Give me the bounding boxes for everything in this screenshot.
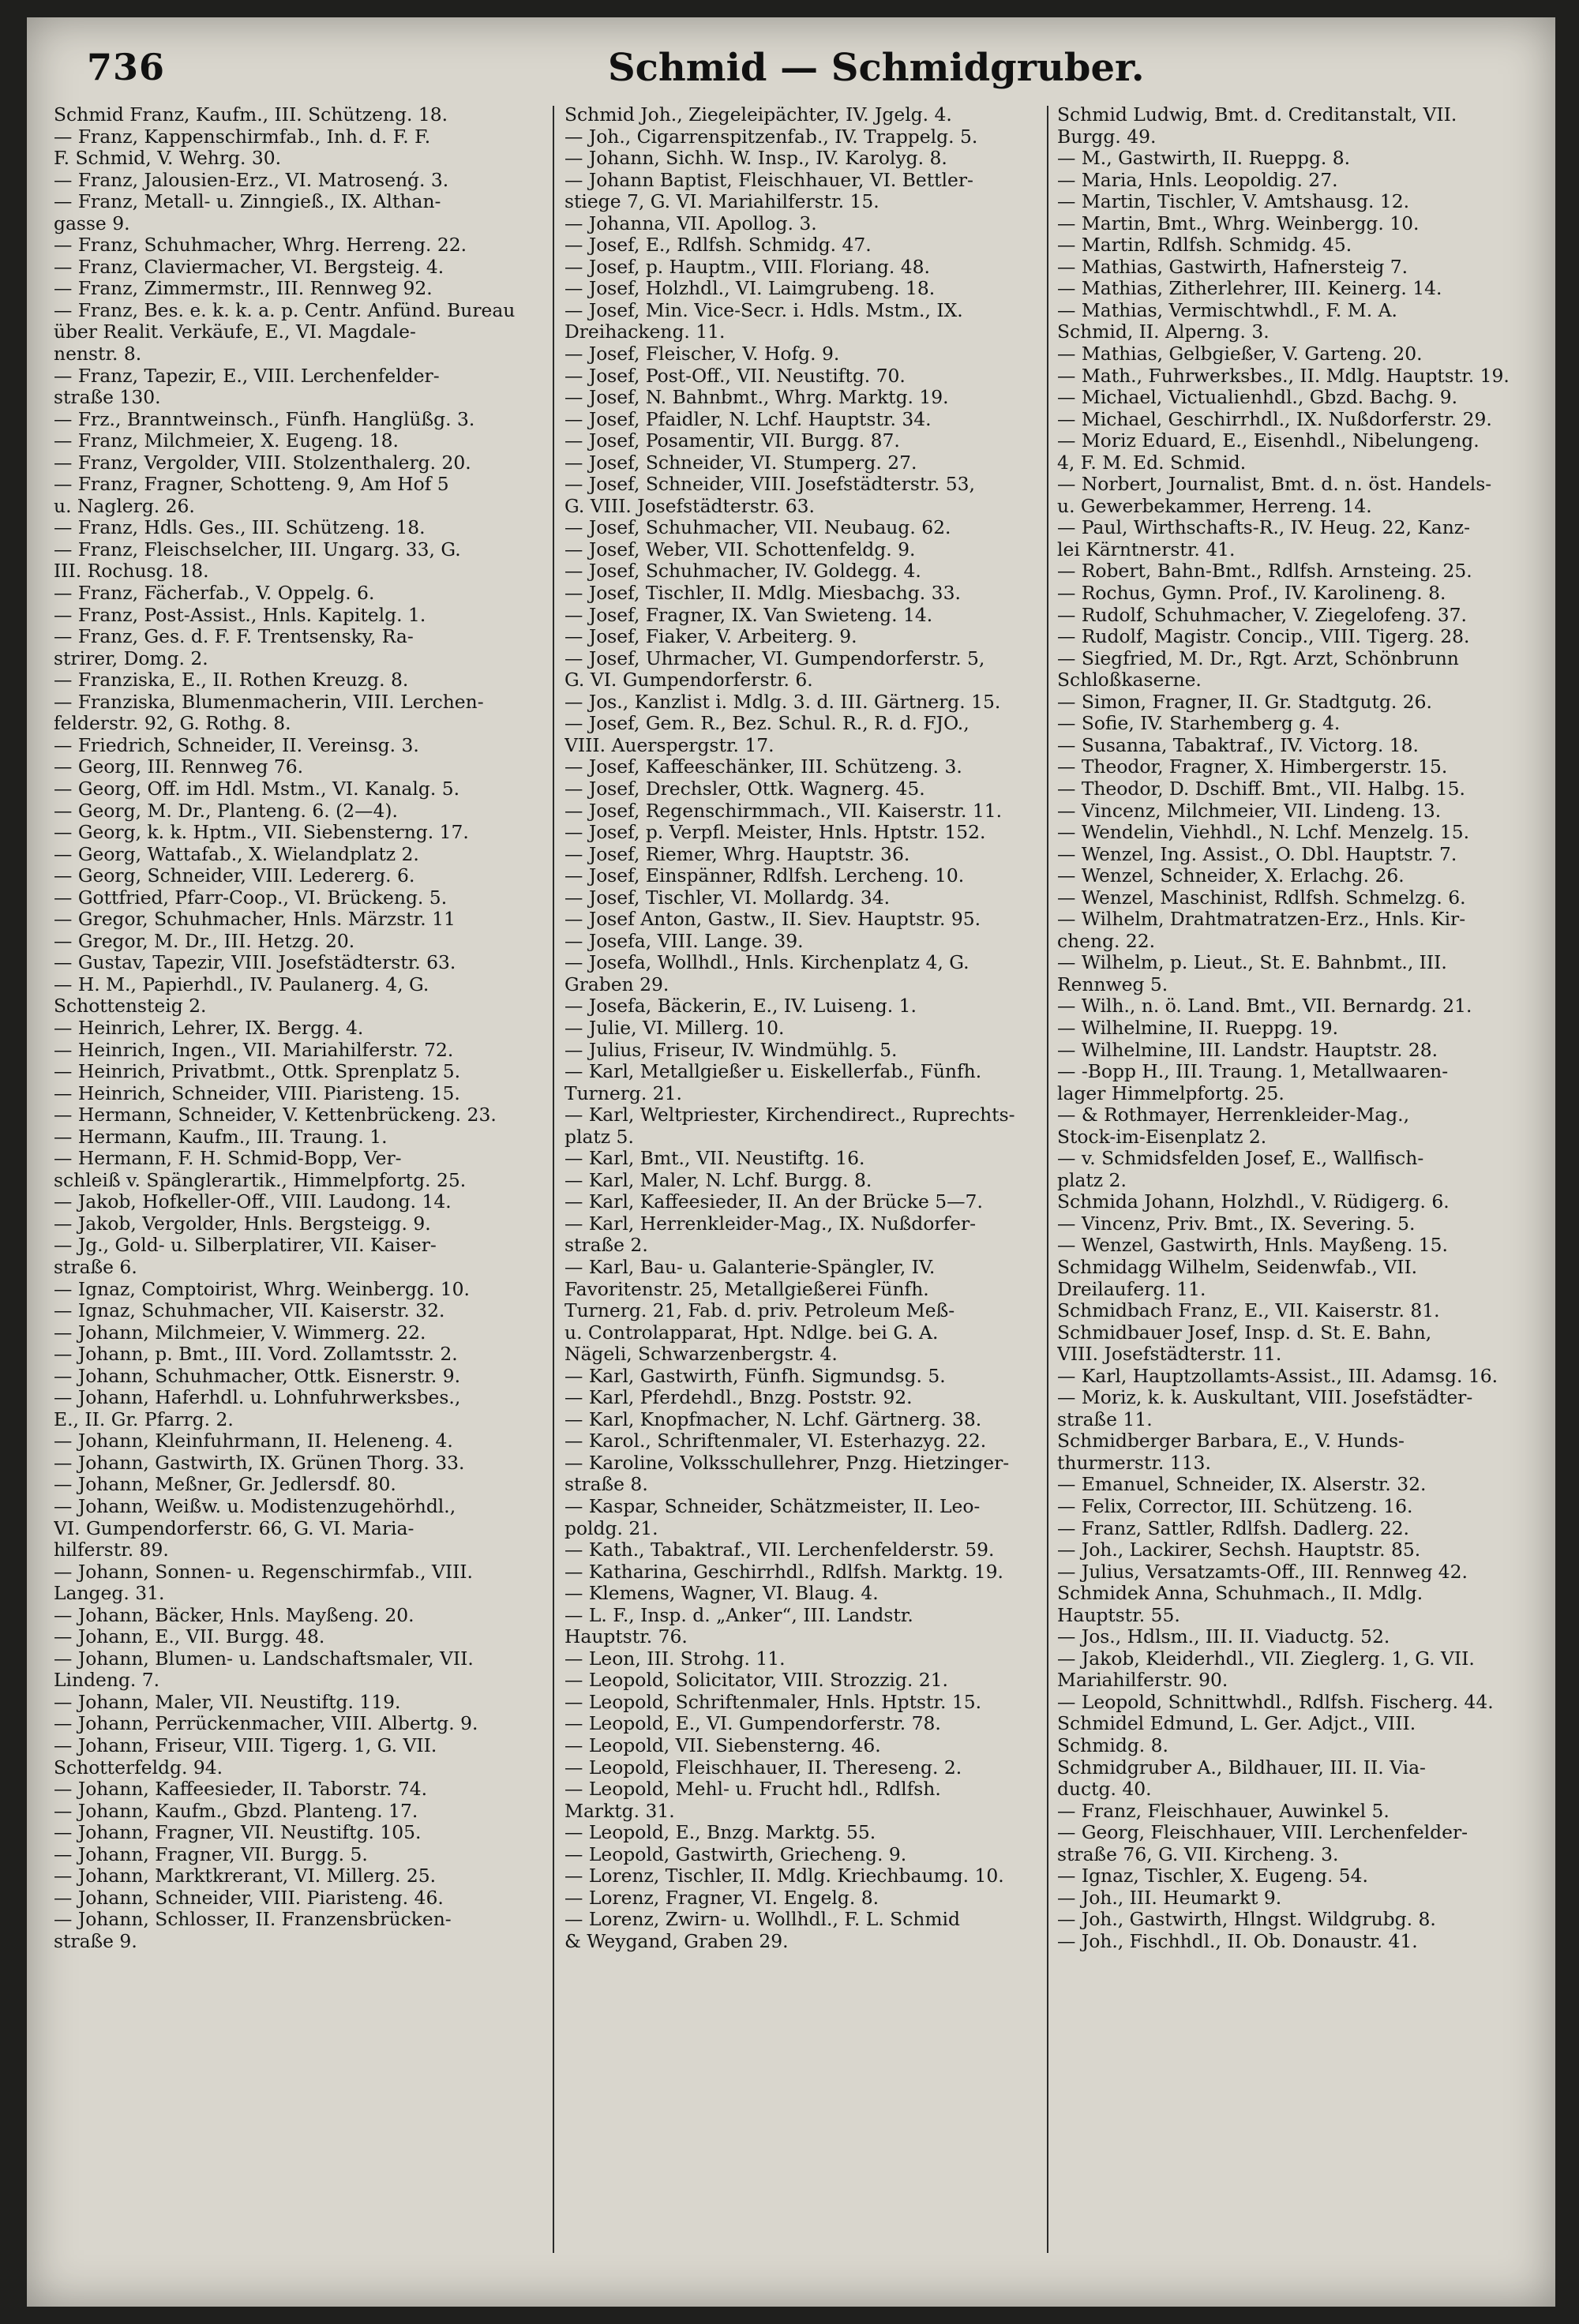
directory-entry-line: — Emanuel, Schneider, IX. Alserstr. 32. — [1057, 1474, 1427, 1496]
directory-entry-line: u. Naglerg. 26. — [54, 495, 195, 517]
directory-entry-line: — Johann, Sonnen- u. Regenschirmfab., VIII. — [54, 1561, 473, 1583]
directory-entry-line: Schmidel Edmund, L. Ger. Adjct., VIII. — [1057, 1713, 1416, 1735]
directory-entry-line: — Hermann, Schneider, V. Kettenbrückeng. 23. — [54, 1104, 497, 1126]
directory-entry-line: — Josef, p. Hauptm., VIII. Floriang. 48. — [564, 256, 930, 278]
directory-entry-line: Rennweg 5. — [1057, 973, 1168, 995]
directory-entry-line: Hauptstr. 55. — [1057, 1604, 1180, 1626]
directory-entry-line: — v. Schmidsfelden Josef, E., Wallfisch- — [1057, 1148, 1424, 1170]
directory-entry-line: — Josef, Min. Vice-Secr. i. Hdls. Mstm., IX. — [564, 299, 963, 321]
directory-entry-line: — -Bopp H., III. Traung. 1, Metallwaaren- — [1057, 1061, 1449, 1083]
directory-entry-line: — & Rothmayer, Herrenkleider-Mag., — [1057, 1104, 1410, 1126]
directory-entry-line: — Josef, Schuhmacher, VII. Neubaug. 62. — [564, 517, 951, 539]
directory-entry-line: — Josef, Holzhdl., VI. Laimgrubeng. 18. — [564, 278, 936, 300]
directory-entry-line: Nägeli, Schwarzenbergstr. 4. — [564, 1344, 838, 1366]
directory-entry-line: Stock-im-Eisenplatz 2. — [1057, 1126, 1267, 1148]
directory-entry-line: — Kath., Tabaktraf., VII. Lerchenfelderstr. 59. — [564, 1539, 995, 1561]
directory-entry-line: VI. Gumpendorferstr. 66, G. VI. Maria- — [54, 1517, 414, 1539]
directory-entry-line: — Paul, Wirthschafts-R., IV. Heug. 22, Kanz- — [1057, 517, 1471, 539]
directory-entry-line: — Georg, III. Rennweg 76. — [54, 756, 304, 778]
directory-entry-line: — Franz, Fleischhauer, Auwinkel 5. — [1057, 1800, 1390, 1822]
directory-entry-line: lager Himmelpfortg. 25. — [1057, 1082, 1285, 1104]
directory-entry-line: — Theodor, Fragner, X. Himbergerstr. 15. — [1057, 756, 1448, 778]
directory-entry-line: — Johanna, VII. Apollog. 3. — [564, 212, 817, 234]
directory-entry-line: — Johann, Schneider, VIII. Piaristeng. 46. — [54, 1887, 444, 1909]
directory-entry-line: — Leopold, E., Bnzg. Marktg. 55. — [564, 1822, 876, 1844]
directory-entry-line: schleiß v. Spänglerartik., Himmelpfortg. 25. — [54, 1169, 467, 1191]
directory-entry-line: — Ignaz, Comptoirist, Whrg. Weinbergg. 10. — [54, 1278, 470, 1300]
directory-entry-line: — Franz, Bes. e. k. k. a. p. Centr. Anfünd. Bureau — [54, 299, 516, 321]
directory-entry-line: — Heinrich, Lehrer, IX. Bergg. 4. — [54, 1017, 364, 1039]
directory-entry-line: — Josef, Drechsler, Ottk. Wagnerg. 45. — [564, 778, 925, 800]
directory-entry-line: — Rochus, Gymn. Prof., IV. Karolineng. 8. — [1057, 583, 1446, 605]
directory-entry-line: Marktg. 31. — [564, 1800, 675, 1822]
directory-entry-line: — Franz, Jalousien-Erz., VI. Matrosenǵ. 3. — [54, 169, 449, 191]
directory-entry-line: — Franz, Kappenschirmfab., Inh. d. F. F. — [54, 126, 431, 148]
directory-entry-line: straße 130. — [54, 387, 161, 409]
directory-entry-line: — Hermann, Kaufm., III. Traung. 1. — [54, 1126, 388, 1148]
directory-entry-line: platz 5. — [564, 1126, 634, 1148]
directory-entry-line: Schotterfeldg. 94. — [54, 1756, 223, 1779]
column-2 — [564, 104, 1043, 1952]
directory-entry-line: — Joh., Lackirer, Sechsh. Hauptstr. 85. — [1057, 1539, 1421, 1561]
directory-entry-line: — Klemens, Wagner, VI. Blaug. 4. — [564, 1583, 879, 1605]
directory-entry-line: — Wendelin, Viehhdl., N. Lchf. Menzelg. 15. — [1057, 822, 1470, 844]
directory-entry-line: — Jakob, Vergolder, Hnls. Bergsteigg. 9. — [54, 1213, 431, 1235]
directory-entry-line: — Georg, k. k. Hptm., VII. Siebensterng. 17. — [54, 822, 469, 844]
directory-entry-line: — Maria, Hnls. Leopoldig. 27. — [1057, 169, 1338, 191]
directory-entry-line: — Franz, Fleischselcher, III. Ungarg. 33, G. — [54, 538, 461, 560]
directory-entry-line: — Moriz Eduard, E., Eisenhdl., Nibelungeng. — [1057, 430, 1480, 452]
directory-entry-line: — Gregor, Schuhmacher, Hnls. Märzstr. 11 — [54, 909, 456, 931]
directory-entry-line: — Julius, Friseur, IV. Windmühlg. 5. — [564, 1039, 898, 1061]
column-1 — [54, 104, 532, 1952]
directory-entry-line: — Heinrich, Privatbmt., Ottk. Sprenplatz 5. — [54, 1061, 461, 1083]
directory-entry-line: — Josef, Fiaker, V. Arbeiterg. 9. — [564, 626, 857, 648]
directory-entry-line: Schloßkaserne. — [1057, 669, 1202, 692]
directory-entry-line: G. VIII. Josefstädterstr. 63. — [564, 495, 815, 517]
directory-entry-line: — Johann, Weißw. u. Modistenzugehörhdl., — [54, 1496, 456, 1517]
directory-entry-line: — Leopold, Solicitator, VIII. Strozzig. 21. — [564, 1670, 948, 1692]
directory-entry-line: — Karl, Weltpriester, Kirchendirect., Ruprechts- — [564, 1104, 1015, 1126]
directory-entry-line: — Johann, Kleinfuhrmann, II. Heleneng. 4. — [54, 1430, 453, 1452]
directory-entry-line: Dreihackeng. 11. — [564, 321, 726, 343]
directory-entry-line: — Karl, Herrenkleider-Mag., IX. Nußdorfer- — [564, 1213, 977, 1235]
directory-entry-line: Schmidek Anna, Schuhmach., II. Mdlg. — [1057, 1583, 1423, 1605]
directory-entry-line: — Vincenz, Priv. Bmt., IX. Severing. 5. — [1057, 1213, 1416, 1235]
page-header — [87, 46, 1555, 109]
directory-entry-line: — Kaspar, Schneider, Schätzmeister, II. Leo- — [564, 1496, 981, 1517]
running-title: Schmid — Schmidgruber. — [608, 46, 1145, 90]
directory-entry-line: Hauptstr. 76. — [564, 1626, 688, 1648]
directory-entry-line: — Karl, Gastwirth, Fünfh. Sigmundsg. 5. — [564, 1365, 946, 1387]
directory-entry-line: Mariahilferstr. 90. — [1057, 1670, 1228, 1692]
directory-entry-line: — Johann, Perrückenmacher, VIII. Albertg. 9. — [54, 1713, 478, 1735]
directory-entry-line: — Johann, Maler, VII. Neustiftg. 119. — [54, 1691, 401, 1713]
directory-entry-line: platz 2. — [1057, 1169, 1127, 1191]
directory-entry-line: — Josef, E., Rdlfsh. Schmidg. 47. — [564, 234, 872, 257]
directory-entry-line: — Julie, VI. Millerg. 10. — [564, 1017, 785, 1039]
directory-entry-line: — Norbert, Journalist, Bmt. d. n. öst. Handels- — [1057, 474, 1492, 496]
directory-entry-line: — Franz, Zimmermstr., III. Rennweg 92. — [54, 278, 433, 300]
directory-entry-line: stiege 7, G. VI. Mariahilferstr. 15. — [564, 191, 880, 213]
directory-entry-line: — Franz, Sattler, Rdlfsh. Dadlerg. 22. — [1057, 1517, 1409, 1539]
directory-entry-line: — Wenzel, Ing. Assist., O. Dbl. Hauptstr. 7. — [1057, 843, 1457, 865]
directory-entry-line: — Heinrich, Schneider, VIII. Piaristeng. 15. — [54, 1082, 460, 1104]
column-divider — [1047, 106, 1048, 2253]
directory-entry-line: — Georg, Schneider, VIII. Ledererg. 6. — [54, 865, 415, 887]
column-3 — [1057, 104, 1536, 1952]
directory-entry-line: — Johann, E., VII. Burgg. 48. — [54, 1626, 325, 1648]
directory-entry-line: — Wilhelm, Drahtmatratzen-Erz., Hnls. Kir- — [1057, 909, 1466, 931]
column-divider — [553, 106, 554, 2253]
directory-entry-line: — Heinrich, Ingen., VII. Mariahilferstr. 72. — [54, 1039, 454, 1061]
directory-entry-line: — Johann Baptist, Fleischhauer, VI. Bettler- — [564, 169, 973, 191]
directory-entry-line: über Realit. Verkäufe, E., VI. Magdale- — [54, 321, 416, 343]
directory-entry-line: — Johann, Gastwirth, IX. Grünen Thorg. 33. — [54, 1452, 465, 1474]
directory-entry-line: — Johann, Fragner, VII. Burgg. 5. — [54, 1843, 368, 1865]
directory-entry-line: — M., Gastwirth, II. Rueppg. 8. — [1057, 148, 1351, 170]
directory-entry-line: — Siegfried, M. Dr., Rgt. Arzt, Schönbrunn — [1057, 647, 1459, 669]
directory-entry-line: straße 8. — [564, 1474, 648, 1496]
directory-entry-line: Schmidgruber A., Bildhauer, III. II. Via- — [1057, 1756, 1426, 1779]
directory-entry-line: — Lorenz, Tischler, II. Mdlg. Kriechbaumg. 10. — [564, 1865, 1004, 1887]
directory-entry-line: — Robert, Bahn-Bmt., Rdlfsh. Arnsteing. 25. — [1057, 560, 1472, 583]
directory-entry-line: Schmidbach Franz, E., VII. Kaiserstr. 81. — [1057, 1300, 1440, 1322]
directory-entry-line: — Math., Fuhrwerksbes., II. Mdlg. Hauptstr. 19. — [1057, 365, 1510, 387]
directory-entry-line: u. Controlapparat, Hpt. Ndlge. bei G. A. — [564, 1321, 939, 1344]
directory-entry-line: — Mathias, Zitherlehrer, III. Keinerg. 14. — [1057, 278, 1442, 300]
directory-entry-line: — Josef, Pfaidler, N. Lchf. Hauptstr. 34. — [564, 408, 932, 430]
directory-entry-line: cheng. 22. — [1057, 930, 1156, 952]
directory-entry-line: Schmida Johann, Holzhdl., V. Rüdigerg. 6. — [1057, 1191, 1450, 1213]
directory-entry-line: — Sofie, IV. Starhemberg g. 4. — [1057, 713, 1341, 735]
directory-entry-line: — Wenzel, Gastwirth, Hnls. Mayßeng. 15. — [1057, 1235, 1448, 1257]
directory-entry-line: 4, F. M. Ed. Schmid. — [1057, 452, 1247, 474]
directory-entry-line: straße 11. — [1057, 1408, 1153, 1430]
directory-entry-line: — Karl, Bau- u. Galanterie-Spängler, IV. — [564, 1256, 936, 1278]
directory-entry-line: — Joh., Gastwirth, Hlngst. Wildgrubg. 8. — [1057, 1909, 1436, 1931]
directory-entry-line: — Theodor, D. Dschiff. Bmt., VII. Halbg. 15. — [1057, 778, 1465, 800]
directory-entry-line: — Friedrich, Schneider, II. Vereinsg. 3. — [54, 734, 419, 756]
directory-entry-line: — Wilh., n. ö. Land. Bmt., VII. Bernardg. 21. — [1057, 995, 1472, 1018]
directory-entry-line: — Johann, p. Bmt., III. Vord. Zollamtsstr. 2. — [54, 1344, 458, 1366]
directory-entry-line: — Jos., Hdlsm., III. II. Viaductg. 52. — [1057, 1626, 1390, 1648]
directory-entry-line: — L. F., Insp. d. „Anker“, III. Landstr. — [564, 1604, 913, 1626]
directory-entry-line: Schmid, II. Alperng. 3. — [1057, 321, 1270, 343]
directory-entry-line: — Mathias, Vermischtwhdl., F. M. A. — [1057, 299, 1397, 321]
directory-entry-line: — Josef, Tischler, VI. Mollardg. 34. — [564, 886, 891, 909]
directory-entry-line: VIII. Josefstädterstr. 11. — [1057, 1344, 1282, 1366]
directory-entry-line: — Josef, p. Verpfl. Meister, Hnls. Hptstr. 152. — [564, 822, 986, 844]
directory-entry-line: — Josef, Regenschirmmach., VII. Kaiserstr. 11. — [564, 800, 1003, 822]
directory-entry-line: — Josefa, Bäckerin, E., IV. Luiseng. 1. — [564, 995, 917, 1018]
directory-entry-line: F. Schmid, V. Wehrg. 30. — [54, 148, 282, 170]
directory-entry-line: — Josef, Fleischer, V. Hofg. 9. — [564, 343, 840, 365]
directory-entry-line: — Leopold, VII. Siebensterng. 46. — [564, 1735, 881, 1757]
directory-entry-line: — Josefa, VIII. Lange. 39. — [564, 930, 804, 952]
directory-entry-line: — Karl, Maler, N. Lchf. Burgg. 8. — [564, 1169, 872, 1191]
directory-entry-line: — Leopold, Gastwirth, Griecheng. 9. — [564, 1843, 907, 1865]
directory-entry-line: — Mathias, Gelbgießer, V. Garteng. 20. — [1057, 343, 1423, 365]
directory-entry-line: Schottensteig 2. — [54, 995, 207, 1018]
directory-entry-line: Favoritenstr. 25, Metallgießerei Fünfh. — [564, 1278, 929, 1300]
directory-entry-line: — Jos., Kanzlist i. Mdlg. 3. d. III. Gärtnerg. 15. — [564, 691, 1001, 713]
directory-entry-line: — Ignaz, Schuhmacher, VII. Kaiserstr. 32. — [54, 1300, 445, 1322]
directory-entry-line: Schmid Franz, Kaufm., III. Schützeng. 18. — [54, 104, 448, 126]
directory-entry-line: G. VI. Gumpendorferstr. 6. — [564, 669, 813, 692]
directory-entry-line: — Vincenz, Milchmeier, VII. Lindeng. 13. — [1057, 800, 1442, 822]
directory-entry-line: — Gottfried, Pfarr-Coop., VI. Brückeng. 5. — [54, 886, 448, 909]
directory-entry-line: straße 2. — [564, 1235, 648, 1257]
directory-entry-line: strirer, Domg. 2. — [54, 647, 208, 669]
directory-entry-line: — Franz, Post-Assist., Hnls. Kapitelg. 1. — [54, 604, 426, 626]
directory-entry-line: — Georg, Wattafab., X. Wielandplatz 2. — [54, 843, 419, 865]
directory-entry-line: — Wilhelmine, II. Rueppg. 19. — [1057, 1017, 1339, 1039]
directory-entry-line: — Karl, Hauptzollamts-Assist., III. Adamsg. 16. — [1057, 1365, 1498, 1387]
directory-entry-line: Burgg. 49. — [1057, 126, 1157, 148]
directory-entry-line: Schmidagg Wilhelm, Seidenwfab., VII. — [1057, 1256, 1418, 1278]
directory-entry-line: — Josef, Schuhmacher, IV. Goldegg. 4. — [564, 560, 921, 583]
directory-entry-line: — Wenzel, Schneider, X. Erlachg. 26. — [1057, 865, 1405, 887]
directory-entry-line: — Johann, Bäcker, Hnls. Mayßeng. 20. — [54, 1604, 414, 1626]
directory-entry-line: — Johann, Meßner, Gr. Jedlersdf. 80. — [54, 1474, 396, 1496]
directory-entry-line: — Johann, Sichh. W. Insp., IV. Karolyg. 8. — [564, 148, 947, 170]
directory-entry-line: — Franz, Tapezir, E., VIII. Lerchenfelder- — [54, 365, 440, 387]
directory-entry-line: Schmidbauer Josef, Insp. d. St. E. Bahn, — [1057, 1321, 1432, 1344]
directory-entry-line: — Wenzel, Maschinist, Rdlfsh. Schmelzg. 6. — [1057, 886, 1466, 909]
directory-entry-line: — Leon, III. Strohg. 11. — [564, 1647, 786, 1670]
directory-entry-line: — Gustav, Tapezir, VIII. Josefstädterstr. 63. — [54, 952, 456, 974]
directory-entry-line: straße 76, G. VII. Kircheng. 3. — [1057, 1843, 1339, 1865]
directory-entry-line: — Leopold, Fleischhauer, II. Thereseng. 2. — [564, 1756, 962, 1779]
directory-entry-line: — Karl, Bmt., VII. Neustiftg. 16. — [564, 1148, 865, 1170]
directory-entry-line: — Josef, Posamentir, VII. Burgg. 87. — [564, 430, 900, 452]
directory-entry-line: — Lorenz, Zwirn- u. Wollhdl., F. L. Schmid — [564, 1909, 961, 1931]
directory-entry-line: — Martin, Bmt., Whrg. Weinbergg. 10. — [1057, 212, 1420, 234]
directory-entry-line: — Felix, Corrector, III. Schützeng. 16. — [1057, 1496, 1413, 1517]
directory-entry-line: — Michael, Geschirrhdl., IX. Nußdorferstr. 29. — [1057, 408, 1492, 430]
directory-entry-line: Schmid Joh., Ziegeleipächter, IV. Jgelg. 4. — [564, 104, 952, 126]
directory-entry-line: — Franz, Ges. d. F. F. Trentsensky, Ra- — [54, 626, 414, 648]
directory-entry-line: VIII. Auerspergstr. 17. — [564, 734, 774, 756]
directory-entry-line: — Franziska, Blumenmacherin, VIII. Lerchen- — [54, 691, 484, 713]
directory-entry-line: — Karl, Knopfmacher, N. Lchf. Gärtnerg. 38. — [564, 1408, 982, 1430]
directory-entry-line: lei Kärntnerstr. 41. — [1057, 538, 1236, 560]
directory-entry-line: — Mathias, Gastwirth, Hafnersteig 7. — [1057, 256, 1408, 278]
directory-entry-line: — Johann, Fragner, VII. Neustiftg. 105. — [54, 1822, 422, 1844]
directory-entry-line: Schmid Ludwig, Bmt. d. Creditanstalt, VII. — [1057, 104, 1457, 126]
directory-entry-line: Dreilauferg. 11. — [1057, 1278, 1206, 1300]
directory-entry-line: — Josef, Post-Off., VII. Neustiftg. 70. — [564, 365, 906, 387]
directory-entry-line: — Franz, Schuhmacher, Whrg. Herreng. 22. — [54, 234, 467, 257]
directory-entry-line: — Josef, Weber, VII. Schottenfeldg. 9. — [564, 538, 916, 560]
directory-entry-line: ductg. 40. — [1057, 1779, 1152, 1801]
directory-entry-line: — Franziska, E., II. Rothen Kreuzg. 8. — [54, 669, 409, 692]
directory-entry-line: — Rudolf, Magistr. Concip., VIII. Tigerg. 28. — [1057, 626, 1470, 648]
directory-entry-line: Graben 29. — [564, 973, 669, 995]
directory-entry-line: — Frz., Branntweinsch., Fünfh. Hanglüßg. 3. — [54, 408, 475, 430]
directory-entry-line: — Georg, Fleischhauer, VIII. Lerchenfelder- — [1057, 1822, 1468, 1844]
directory-entry-line: — Josef, Gem. R., Bez. Schul. R., R. d. FJO., — [564, 713, 970, 735]
directory-entry-line: — Johann, Friseur, VIII. Tigerg. 1, G. VII. — [54, 1735, 437, 1757]
directory-entry-line: u. Gewerbekammer, Herreng. 14. — [1057, 495, 1372, 517]
directory-entry-line: — Karl, Kaffeesieder, II. An der Brücke 5—7. — [564, 1191, 983, 1213]
directory-entry-line: — Franz, Milchmeier, X. Eugeng. 18. — [54, 430, 399, 452]
directory-entry-line: Turnerg. 21. — [564, 1082, 682, 1104]
directory-entry-line: — Rudolf, Schuhmacher, V. Ziegelofeng. 37. — [1057, 604, 1467, 626]
directory-entry-line: gasse 9. — [54, 212, 130, 234]
directory-entry-line: — Leopold, Mehl- u. Frucht hdl., Rdlfsh. — [564, 1779, 941, 1801]
directory-entry-line: — Josefa, Wollhdl., Hnls. Kirchenplatz 4, G. — [564, 952, 970, 974]
directory-entry-line: — Johann, Milchmeier, V. Wimmerg. 22. — [54, 1321, 426, 1344]
page-number: 736 — [87, 46, 166, 88]
directory-entry-line: Langeg. 31. — [54, 1583, 165, 1605]
directory-entry-line: — Johann, Kaffeesieder, II. Taborstr. 74. — [54, 1779, 428, 1801]
directory-entry-line: — Julius, Versatzamts-Off., III. Rennweg 42. — [1057, 1561, 1468, 1583]
directory-entry-line: — Franz, Claviermacher, VI. Bergsteig. 4. — [54, 256, 444, 278]
directory-entry-line: III. Rochusg. 18. — [54, 560, 209, 583]
directory-entry-line: — Karoline, Volksschullehrer, Pnzg. Hietzinger- — [564, 1452, 1010, 1474]
directory-entry-line: — Wilhelmine, III. Landstr. Hauptstr. 28. — [1057, 1039, 1438, 1061]
directory-entry-line: — Josef, Schneider, VIII. Josefstädterstr. 53, — [564, 474, 975, 496]
directory-entry-line: — Katharina, Geschirrhdl., Rdlfsh. Marktg. 19. — [564, 1561, 1003, 1583]
directory-entry-line: — Josef, Riemer, Whrg. Hauptstr. 36. — [564, 843, 910, 865]
directory-entry-line: nenstr. 8. — [54, 343, 142, 365]
directory-entry-line: — Johann, Blumen- u. Landschaftsmaler, VII. — [54, 1647, 474, 1670]
directory-entry-line: — Jakob, Kleiderhdl., VII. Zieglerg. 1, G. VII. — [1057, 1647, 1475, 1670]
directory-entry-line: Turnerg. 21, Fab. d. priv. Petroleum Meß- — [564, 1300, 955, 1322]
directory-entry-line: — Martin, Rdlfsh. Schmidg. 45. — [1057, 234, 1352, 257]
directory-entry-line: — Martin, Tischler, V. Amtshausg. 12. — [1057, 191, 1410, 213]
directory-entry-line: — Leopold, Schriftenmaler, Hnls. Hptstr. 15. — [564, 1691, 982, 1713]
directory-entry-line: E., II. Gr. Pfarrg. 2. — [54, 1408, 234, 1430]
directory-entry-line: — Ignaz, Tischler, X. Eugeng. 54. — [1057, 1865, 1368, 1887]
directory-entry-line: — Moriz, k. k. Auskultant, VIII. Josefstädter- — [1057, 1387, 1473, 1409]
directory-entry-line: — Karol., Schriftenmaler, VI. Esterhazyg. 22. — [564, 1430, 987, 1452]
directory-entry-line: — Joh., III. Heumarkt 9. — [1057, 1887, 1282, 1909]
directory-entry-line: — Josef, Tischler, II. Mdlg. Miesbachg. 33. — [564, 583, 961, 605]
directory-entry-line: — Johann, Schlosser, II. Franzensbrücken- — [54, 1909, 452, 1931]
directory-entry-line: — Johann, Marktkrerant, VI. Millerg. 25. — [54, 1865, 437, 1887]
directory-entry-line: — Johann, Kaufm., Gbzd. Planteng. 17. — [54, 1800, 418, 1822]
directory-entry-line: — Karl, Pferdehdl., Bnzg. Poststr. 92. — [564, 1387, 913, 1409]
directory-entry-line: — Franz, Fächerfab., V. Oppelg. 6. — [54, 583, 375, 605]
directory-entry-line: — Franz, Metall- u. Zinngieß., IX. Althan- — [54, 191, 441, 213]
directory-entry-line: — Josef, Kaffeeschänker, III. Schützeng. 3. — [564, 756, 962, 778]
directory-entry-line: — Joh., Fischhdl., II. Ob. Donaustr. 41. — [1057, 1930, 1418, 1952]
directory-entry-line: — Joh., Cigarrenspitzenfab., IV. Trappelg. 5. — [564, 126, 978, 148]
directory-entry-line: — Leopold, E., VI. Gumpendorferstr. 78. — [564, 1713, 941, 1735]
directory-entry-line: — Franz, Fragner, Schotteng. 9, Am Hof 5 — [54, 474, 449, 496]
directory-entry-line: — Gregor, M. Dr., III. Hetzg. 20. — [54, 930, 355, 952]
directory-entry-line: — Michael, Victualienhdl., Gbzd. Bachg. 9. — [1057, 387, 1458, 409]
directory-entry-line: — H. M., Papierhdl., IV. Paulanerg. 4, G. — [54, 973, 429, 995]
directory-entry-line: — Josef, N. Bahnbmt., Whrg. Marktg. 19. — [564, 387, 949, 409]
directory-entry-line: — Franz, Vergolder, VIII. Stolzenthalerg. 20. — [54, 452, 471, 474]
directory-entry-line: — Josef, Einspänner, Rdlfsh. Lercheng. 10. — [564, 865, 965, 887]
directory-entry-line: straße 9. — [54, 1930, 137, 1952]
directory-entry-line: straße 6. — [54, 1256, 137, 1278]
directory-entry-line: — Josef, Schneider, VI. Stumperg. 27. — [564, 452, 917, 474]
directory-entry-line: — Karl, Metallgießer u. Eiskellerfab., Fünfh. — [564, 1061, 982, 1083]
directory-entry-line: hilferstr. 89. — [54, 1539, 169, 1561]
directory-entry-line: — Johann, Schuhmacher, Ottk. Eisnerstr. 9. — [54, 1365, 461, 1387]
directory-entry-line: — Josef, Uhrmacher, VI. Gumpendorferstr. 5, — [564, 647, 985, 669]
directory-entry-line: — Georg, M. Dr., Planteng. 6. (2—4). — [54, 800, 398, 822]
directory-entry-line: — Susanna, Tabaktraf., IV. Victorg. 18. — [1057, 734, 1419, 756]
directory-entry-line: — Georg, Off. im Hdl. Mstm., VI. Kanalg. 5. — [54, 778, 460, 800]
directory-entry-line: — Franz, Hdls. Ges., III. Schützeng. 18. — [54, 517, 426, 539]
directory-entry-line: — Simon, Fragner, II. Gr. Stadtgutg. 26. — [1057, 691, 1432, 713]
directory-entry-line: poldg. 21. — [564, 1517, 658, 1539]
directory-entry-line: — Josef Anton, Gastw., II. Siev. Hauptstr. 95. — [564, 909, 981, 931]
directory-entry-line: thurmerstr. 113. — [1057, 1452, 1211, 1474]
directory-entry-line: Schmidg. 8. — [1057, 1735, 1168, 1757]
directory-entry-line: — Lorenz, Fragner, VI. Engelg. 8. — [564, 1887, 880, 1909]
directory-entry-line: — Leopold, Schnittwhdl., Rdlfsh. Fischerg. 44. — [1057, 1691, 1494, 1713]
directory-entry-line: — Wilhelm, p. Lieut., St. E. Bahnbmt., III. — [1057, 952, 1447, 974]
directory-entry-line: felderstr. 92, G. Rothg. 8. — [54, 713, 291, 735]
directory-entry-line: Lindeng. 7. — [54, 1670, 160, 1692]
directory-entry-line: — Johann, Haferhdl. u. Lohnfuhrwerksbes., — [54, 1387, 461, 1409]
directory-entry-line: — Jg., Gold- u. Silberplatirer, VII. Kaiser- — [54, 1235, 437, 1257]
directory-entry-line: — Josef, Fragner, IX. Van Swieteng. 14. — [564, 604, 933, 626]
directory-entry-line: — Hermann, F. H. Schmid-Bopp, Ver- — [54, 1148, 402, 1170]
directory-entry-line: & Weygand, Graben 29. — [564, 1930, 789, 1952]
directory-entry-line: — Jakob, Hofkeller-Off., VIII. Laudong. 14. — [54, 1191, 452, 1213]
directory-entry-line: Schmidberger Barbara, E., V. Hunds- — [1057, 1430, 1405, 1452]
